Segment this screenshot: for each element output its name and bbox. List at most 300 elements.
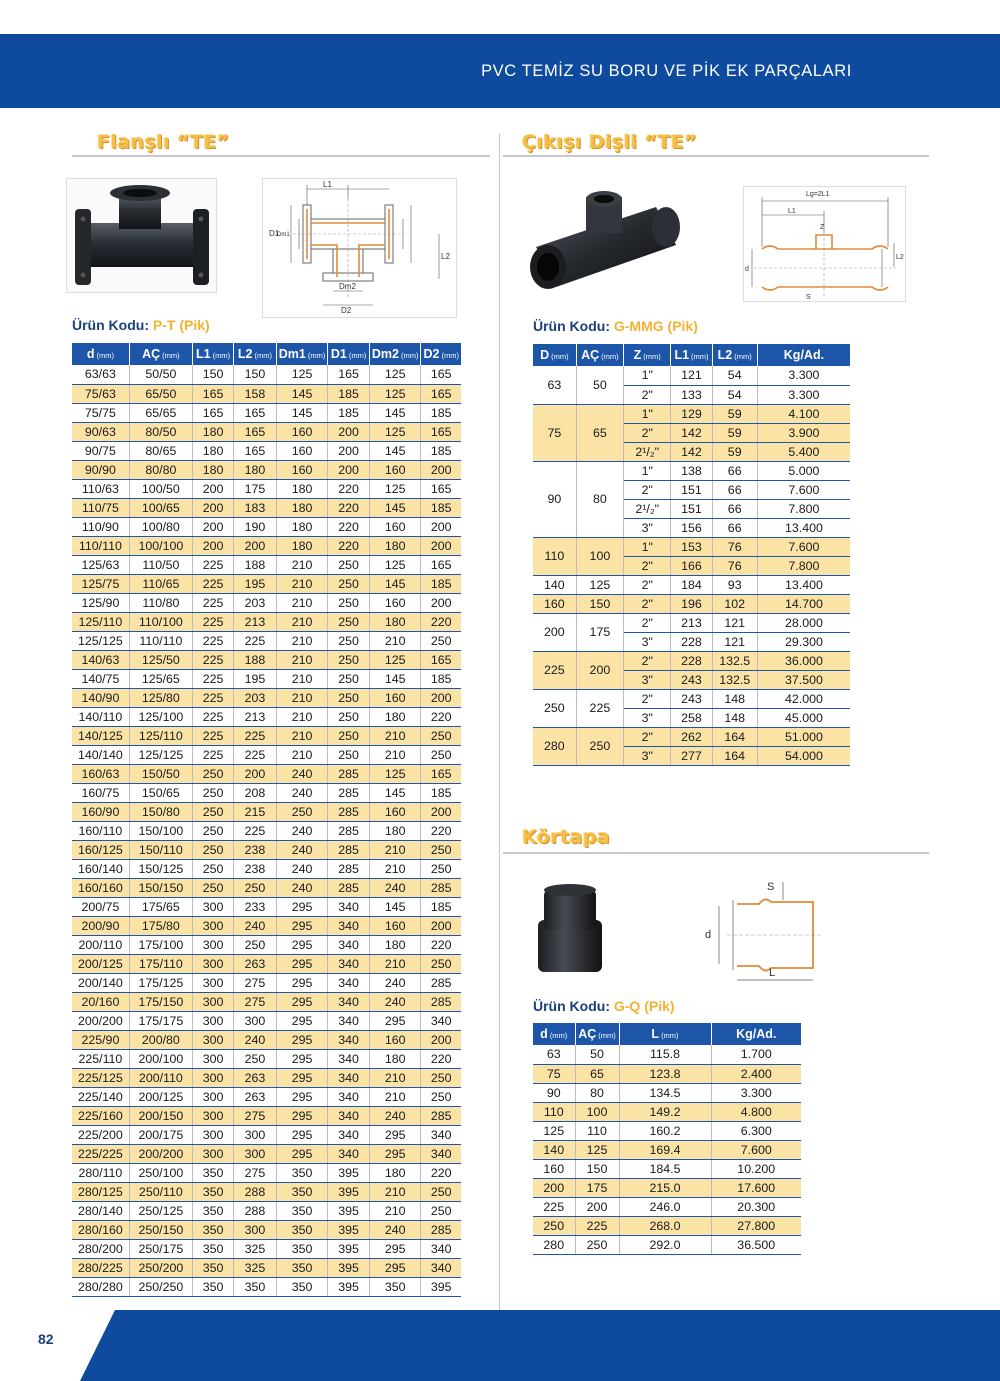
- table-cell: 295: [276, 897, 328, 916]
- table-cell: 340: [421, 1125, 461, 1144]
- table-cell: 17.600: [711, 1178, 801, 1197]
- table-row: [533, 689, 850, 708]
- column-unit: (mm): [212, 351, 231, 360]
- column-unit: (mm): [661, 1031, 679, 1040]
- table-cell: 340: [328, 1106, 370, 1125]
- table-cell: 125: [369, 650, 421, 669]
- column-unit: (mm): [254, 351, 272, 360]
- table-cell: 160/63: [72, 764, 129, 783]
- table-cell: 220: [421, 1049, 461, 1068]
- column-header: [712, 344, 757, 366]
- column-header: [671, 344, 712, 366]
- table-cell: 225: [192, 555, 233, 574]
- table-cell: 200: [234, 536, 277, 555]
- table-cell: 250: [533, 1216, 575, 1235]
- table-cell: 195: [234, 574, 277, 593]
- table-cell: 145: [276, 403, 328, 422]
- table-cell: 3.900: [757, 423, 850, 442]
- table-cell: 2": [624, 613, 671, 632]
- column-label: d: [86, 347, 95, 361]
- cap-photo: [532, 880, 608, 976]
- column-label: AÇ: [581, 348, 600, 362]
- table-cell: 160: [369, 1030, 421, 1049]
- table-cell: 240: [369, 1220, 421, 1239]
- table-cell: 180: [369, 1163, 421, 1182]
- table-cell: 7.600: [757, 537, 850, 556]
- group-d-cell: 90: [533, 461, 576, 537]
- table-cell: 250/250: [129, 1277, 192, 1296]
- table-cell: 185: [328, 403, 370, 422]
- table-cell: 165: [421, 365, 461, 384]
- table-cell: 125/110: [72, 612, 129, 631]
- column-label: d: [540, 1027, 548, 1041]
- table-cell: 250/110: [129, 1182, 192, 1201]
- table-row: [72, 707, 461, 726]
- table-cell: 175/110: [129, 954, 192, 973]
- table-cell: 4.800: [711, 1102, 801, 1121]
- table-cell: 285: [328, 878, 370, 897]
- table-cell: 5.000: [757, 461, 850, 480]
- table-cell: 183: [234, 498, 277, 517]
- column-label: D: [540, 348, 550, 362]
- table-cell: 145: [369, 441, 421, 460]
- table-cell: 250: [192, 783, 233, 802]
- table-cell: 180: [234, 460, 277, 479]
- table-cell: 220: [421, 707, 461, 726]
- table-cell: 263: [234, 1087, 277, 1106]
- table-cell: 160: [369, 517, 421, 536]
- table-row: [72, 1125, 461, 1144]
- table-row: [72, 460, 461, 479]
- table-cell: 150/80: [129, 802, 192, 821]
- table-cell: 160/110: [72, 821, 129, 840]
- table-cell: 7.800: [757, 556, 850, 575]
- table-cell: 27.800: [711, 1216, 801, 1235]
- table-cell: 280/280: [72, 1277, 129, 1296]
- table-cell: 140/110: [72, 707, 129, 726]
- table-row: [72, 403, 461, 422]
- table-cell: 220: [328, 517, 370, 536]
- table-row: [533, 1045, 801, 1064]
- table-row: [72, 479, 461, 498]
- table-cell: 340: [328, 1011, 370, 1030]
- table-row: [72, 764, 461, 783]
- table-cell: 188: [234, 555, 277, 574]
- drawing-label-l1: L1: [788, 208, 796, 215]
- table-cell: 110/90: [72, 517, 129, 536]
- table-cell: 262: [671, 727, 712, 746]
- table-cell: 160/125: [72, 840, 129, 859]
- table-cell: 213: [671, 613, 712, 632]
- table-cell: 195: [234, 669, 277, 688]
- table-row: [72, 631, 461, 650]
- table-cell: 160: [369, 593, 421, 612]
- table-row: [533, 1159, 801, 1178]
- cap-title: Körtapa: [522, 826, 610, 848]
- table-cell: 66: [712, 480, 757, 499]
- table-cell: 145: [369, 574, 421, 593]
- table-row: [533, 727, 850, 746]
- group-d-cell: 160: [533, 594, 576, 613]
- table-cell: 164: [712, 727, 757, 746]
- table-cell: 175: [575, 1178, 619, 1197]
- drawing-label-d1: D1: [269, 229, 280, 238]
- table-row: [533, 1235, 801, 1254]
- table-cell: 250/150: [129, 1220, 192, 1239]
- table-cell: 7.800: [757, 499, 850, 518]
- table-cell: 165: [421, 479, 461, 498]
- table-cell: 210: [369, 726, 421, 745]
- table-cell: 240: [276, 783, 328, 802]
- table-cell: 125: [369, 479, 421, 498]
- table-cell: 250: [421, 1087, 461, 1106]
- table-cell: 100/50: [129, 479, 192, 498]
- table-cell: 110/80: [129, 593, 192, 612]
- table-cell: 300: [192, 1125, 233, 1144]
- table-row: [72, 992, 461, 1011]
- table-cell: 200/125: [72, 954, 129, 973]
- table-cell: 1": [624, 366, 671, 385]
- table-cell: 125: [369, 422, 421, 441]
- flange-te-title: Flanşlı “TE”: [97, 131, 230, 153]
- flange-te-rule: [72, 155, 490, 157]
- table-cell: 142: [671, 423, 712, 442]
- table-cell: 250: [575, 1235, 619, 1254]
- table-cell: 250: [234, 935, 277, 954]
- table-cell: 250: [192, 840, 233, 859]
- table-cell: 263: [234, 1068, 277, 1087]
- column-label: Kg/Ad.: [783, 348, 825, 362]
- table-cell: 125/50: [129, 650, 192, 669]
- table-cell: 295: [276, 1125, 328, 1144]
- product-code-label: Ürün Kodu:: [533, 318, 610, 334]
- table-row: [72, 783, 461, 802]
- table-cell: 225: [192, 574, 233, 593]
- column-label: L2: [717, 348, 733, 362]
- table-cell: 165: [234, 403, 277, 422]
- table-row: [533, 1140, 801, 1159]
- group-ac-cell: 125: [576, 575, 623, 594]
- table-cell: 250: [421, 1068, 461, 1087]
- table-cell: 300: [234, 1125, 277, 1144]
- table-cell: 59: [712, 442, 757, 461]
- table-cell: 45.000: [757, 708, 850, 727]
- table-cell: 14.700: [757, 594, 850, 613]
- table-cell: 350: [276, 1220, 328, 1239]
- table-cell: 275: [234, 1163, 277, 1182]
- table-cell: 200: [192, 517, 233, 536]
- drawing-label-l2: L2: [896, 254, 904, 261]
- table-cell: 210: [369, 1201, 421, 1220]
- table-cell: 148: [712, 708, 757, 727]
- table-cell: 225: [234, 821, 277, 840]
- table-cell: 4.100: [757, 404, 850, 423]
- table-cell: 268.0: [619, 1216, 711, 1235]
- table-cell: 300: [234, 1144, 277, 1163]
- table-cell: 132.5: [712, 670, 757, 689]
- table-cell: 285: [328, 802, 370, 821]
- table-cell: 250: [328, 631, 370, 650]
- table-cell: 3": [624, 708, 671, 727]
- table-cell: 150/100: [129, 821, 192, 840]
- table-cell: 180: [192, 422, 233, 441]
- table-cell: 350: [192, 1182, 233, 1201]
- table-cell: 165: [192, 403, 233, 422]
- table-cell: 80/65: [129, 441, 192, 460]
- column-unit: (mm): [348, 351, 367, 360]
- table-cell: 210: [369, 745, 421, 764]
- table-cell: 180: [369, 612, 421, 631]
- table-row: [533, 1216, 801, 1235]
- table-cell: 145: [369, 403, 421, 422]
- table-cell: 340: [328, 954, 370, 973]
- table-cell: 220: [328, 479, 370, 498]
- table-cell: 350: [276, 1239, 328, 1258]
- table-cell: 110/110: [129, 631, 192, 650]
- table-row: [72, 954, 461, 973]
- group-ac-cell: 100: [576, 537, 623, 575]
- page-header-title: PVC TEMİZ SU BORU VE PİK EK PARÇALARI: [481, 62, 852, 80]
- table-cell: 100/80: [129, 517, 192, 536]
- group-d-cell: 280: [533, 727, 576, 765]
- table-cell: 10.200: [711, 1159, 801, 1178]
- column-label: Kg/Ad.: [736, 1027, 777, 1041]
- table-cell: 185: [421, 403, 461, 422]
- column-header: [624, 344, 671, 366]
- table-cell: 225: [192, 612, 233, 631]
- table-cell: 200: [328, 441, 370, 460]
- table-cell: 350: [192, 1220, 233, 1239]
- table-cell: 54: [712, 366, 757, 385]
- cap-rule: [503, 852, 929, 854]
- table-cell: 225: [192, 593, 233, 612]
- table-cell: 200/80: [129, 1030, 192, 1049]
- table-cell: 300: [192, 1030, 233, 1049]
- table-cell: 76: [712, 537, 757, 556]
- table-row: [533, 1102, 801, 1121]
- table-row: [72, 726, 461, 745]
- table-cell: 340: [328, 992, 370, 1011]
- table-cell: 110/100: [129, 612, 192, 631]
- table-cell: 125/125: [72, 631, 129, 650]
- table-cell: 225: [192, 745, 233, 764]
- column-header: [276, 343, 328, 365]
- table-cell: 158: [234, 384, 277, 403]
- table-cell: 295: [276, 1049, 328, 1068]
- table-cell: 66: [712, 499, 757, 518]
- table-cell: 160: [369, 688, 421, 707]
- column-header: [711, 1023, 801, 1045]
- table-cell: 3": [624, 518, 671, 537]
- table-cell: 180: [192, 460, 233, 479]
- table-cell: 350: [192, 1201, 233, 1220]
- table-cell: 110/63: [72, 479, 129, 498]
- table-row: [72, 574, 461, 593]
- table-cell: 340: [328, 1049, 370, 1068]
- table-cell: 50/50: [129, 365, 192, 384]
- table-cell: 80/50: [129, 422, 192, 441]
- table-cell: 340: [421, 1011, 461, 1030]
- table-cell: 37.500: [757, 670, 850, 689]
- table-cell: 150/125: [129, 859, 192, 878]
- table-cell: 160/90: [72, 802, 129, 821]
- table-cell: 121: [712, 613, 757, 632]
- table-cell: 395: [421, 1277, 461, 1296]
- flange-te-table: [72, 343, 461, 1297]
- table-cell: 66: [712, 518, 757, 537]
- table-cell: 240: [276, 878, 328, 897]
- table-cell: 51.000: [757, 727, 850, 746]
- table-cell: 340: [328, 1068, 370, 1087]
- table-cell: 250: [421, 631, 461, 650]
- table-cell: 300: [192, 1106, 233, 1125]
- table-cell: 150: [192, 365, 233, 384]
- table-cell: 295: [276, 916, 328, 935]
- table-cell: 125: [276, 365, 328, 384]
- table-cell: 42.000: [757, 689, 850, 708]
- table-row: [533, 1083, 801, 1102]
- table-cell: 200: [421, 688, 461, 707]
- drawing-label-d: d: [705, 929, 712, 941]
- table-cell: 160/140: [72, 859, 129, 878]
- table-cell: 280/160: [72, 1220, 129, 1239]
- table-cell: 180: [369, 935, 421, 954]
- column-header: [192, 343, 233, 365]
- table-cell: 395: [328, 1277, 370, 1296]
- table-cell: 295: [369, 1144, 421, 1163]
- column-label: L1: [195, 347, 211, 361]
- table-cell: 250: [328, 593, 370, 612]
- table-cell: 225: [192, 726, 233, 745]
- threaded-te-table: [533, 344, 850, 766]
- table-cell: 150/50: [129, 764, 192, 783]
- table-cell: 1": [624, 537, 671, 556]
- table-cell: 285: [328, 859, 370, 878]
- table-row: [72, 517, 461, 536]
- table-cell: 165: [421, 384, 461, 403]
- table-cell: 142: [671, 442, 712, 461]
- table-row: [533, 461, 850, 480]
- table-cell: 285: [421, 878, 461, 897]
- column-header: [129, 343, 192, 365]
- table-row: [72, 365, 461, 384]
- table-row: [533, 1064, 801, 1083]
- table-cell: 250: [421, 840, 461, 859]
- cap-table: [533, 1023, 801, 1255]
- table-cell: 240: [276, 859, 328, 878]
- table-cell: 90/75: [72, 441, 129, 460]
- table-cell: 250: [421, 954, 461, 973]
- table-cell: 250: [192, 878, 233, 897]
- table-row: [72, 1049, 461, 1068]
- table-row: [72, 1106, 461, 1125]
- table-cell: 90/90: [72, 460, 129, 479]
- table-cell: 36.500: [711, 1235, 801, 1254]
- table-cell: 125: [369, 555, 421, 574]
- table-cell: 250: [421, 1182, 461, 1201]
- table-cell: 102: [712, 594, 757, 613]
- table-cell: 258: [671, 708, 712, 727]
- table-cell: 153: [671, 537, 712, 556]
- table-cell: 200: [421, 916, 461, 935]
- table-cell: 300: [192, 954, 233, 973]
- table-cell: 7.600: [757, 480, 850, 499]
- table-cell: 110/50: [129, 555, 192, 574]
- table-cell: 250: [328, 726, 370, 745]
- table-cell: 228: [671, 651, 712, 670]
- drawing-label-z: Z: [820, 224, 825, 231]
- column-label: Dm1: [278, 347, 306, 361]
- table-cell: 160: [369, 916, 421, 935]
- table-cell: 200: [421, 536, 461, 555]
- table-cell: 185: [421, 574, 461, 593]
- table-cell: 165: [192, 384, 233, 403]
- table-cell: 164: [712, 746, 757, 765]
- table-row: [72, 1258, 461, 1277]
- column-unit: (mm): [598, 1031, 616, 1040]
- table-cell: 200/100: [129, 1049, 192, 1068]
- column-label: AÇ: [578, 1027, 597, 1041]
- table-cell: 275: [234, 992, 277, 1011]
- table-cell: 395: [328, 1258, 370, 1277]
- table-cell: 150: [575, 1159, 619, 1178]
- table-cell: 225/125: [72, 1068, 129, 1087]
- table-cell: 395: [328, 1201, 370, 1220]
- table-cell: 180: [369, 821, 421, 840]
- table-cell: 250: [421, 726, 461, 745]
- column-header: [328, 343, 370, 365]
- table-cell: 233: [234, 897, 277, 916]
- table-cell: 180: [369, 536, 421, 555]
- threaded-te-drawing: [743, 186, 906, 302]
- group-ac-cell: 175: [576, 613, 623, 651]
- column-unit: (mm): [441, 351, 459, 360]
- table-row: [72, 536, 461, 555]
- table-cell: 2": [624, 556, 671, 575]
- table-row: [72, 1182, 461, 1201]
- table-cell: 166: [671, 556, 712, 575]
- table-cell: 300: [192, 1068, 233, 1087]
- table-cell: 200/200: [72, 1011, 129, 1030]
- table-cell: 285: [328, 821, 370, 840]
- table-cell: 350: [192, 1163, 233, 1182]
- table-cell: 200/175: [129, 1125, 192, 1144]
- table-cell: 350: [192, 1258, 233, 1277]
- table-cell: 250: [192, 764, 233, 783]
- table-cell: 340: [421, 1239, 461, 1258]
- table-cell: 213: [234, 707, 277, 726]
- table-cell: 150/110: [129, 840, 192, 859]
- table-cell: 225/225: [72, 1144, 129, 1163]
- table-cell: 295: [276, 1011, 328, 1030]
- table-cell: 125: [369, 384, 421, 403]
- table-cell: 280/140: [72, 1201, 129, 1220]
- table-cell: 160: [276, 460, 328, 479]
- table-cell: 2": [624, 385, 671, 404]
- table-cell: 250: [328, 555, 370, 574]
- table-cell: 250: [421, 859, 461, 878]
- column-label: L1: [674, 348, 690, 362]
- table-cell: 210: [276, 593, 328, 612]
- column-header: [421, 343, 461, 365]
- table-cell: 2": [624, 689, 671, 708]
- table-cell: 250: [421, 1201, 461, 1220]
- table-cell: 295: [276, 935, 328, 954]
- table-cell: 200/200: [129, 1144, 192, 1163]
- group-d-cell: 110: [533, 537, 576, 575]
- table-cell: 200: [421, 460, 461, 479]
- table-cell: 156: [671, 518, 712, 537]
